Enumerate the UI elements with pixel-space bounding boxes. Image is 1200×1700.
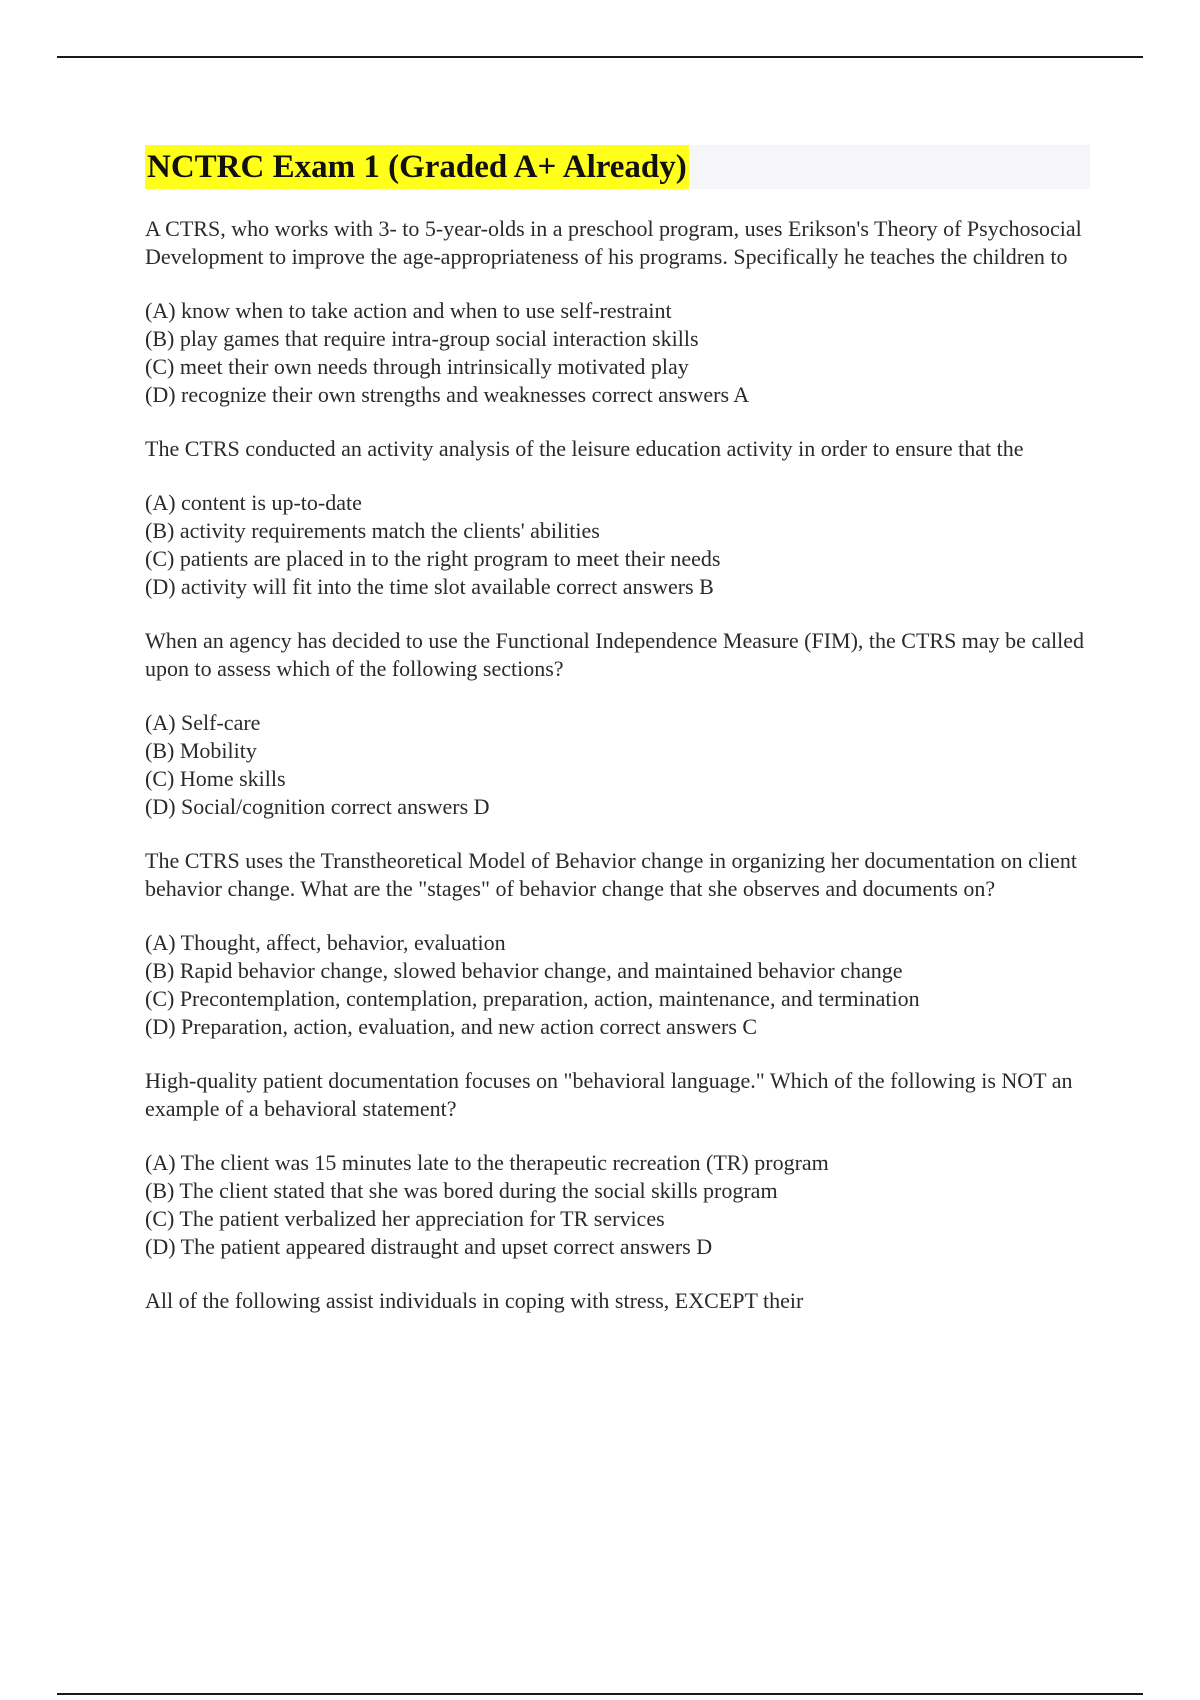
option-a: (A) know when to take action and when to use self-restraint	[145, 298, 672, 323]
answer-options	[145, 709, 1090, 821]
option-d: (D) activity will fit into the time slot available correct answers B	[145, 574, 714, 599]
document-body	[145, 145, 1090, 1315]
answer-options	[145, 1149, 1090, 1261]
question-text: The CTRS uses the Transtheoretical Model of Behavior change in organizing her documentation on client behavior change. What are the "stages" of behavior change that she observes and documents on?	[145, 848, 1077, 901]
question-6	[145, 1287, 1090, 1315]
option-c: (C) Precontemplation, contemplation, preparation, action, maintenance, and termination	[145, 986, 920, 1011]
question-3	[145, 627, 1090, 821]
answer-options	[145, 929, 1090, 1041]
question-4	[145, 847, 1090, 1041]
option-a: (A) content is up-to-date	[145, 490, 362, 515]
option-c: (C) The patient verbalized her appreciation for TR services	[145, 1206, 665, 1231]
answer-options	[145, 297, 1090, 409]
option-a: (A) Thought, affect, behavior, evaluation	[145, 930, 506, 955]
option-b: (B) Rapid behavior change, slowed behavior change, and maintained behavior change	[145, 958, 903, 983]
option-b: (B) activity requirements match the clients' abilities	[145, 518, 600, 543]
question-2	[145, 435, 1090, 601]
question-1	[145, 215, 1090, 409]
document-title: NCTRC Exam 1 (Graded A+ Already)	[145, 145, 689, 189]
option-b: (B) Mobility	[145, 738, 257, 763]
question-text: All of the following assist individuals in coping with stress, EXCEPT their	[145, 1288, 804, 1313]
option-d: (D) recognize their own strengths and weaknesses correct answers A	[145, 382, 750, 407]
top-rule	[57, 56, 1143, 58]
option-d: (D) The patient appeared distraught and upset correct answers D	[145, 1234, 713, 1259]
option-b: (B) play games that require intra-group social interaction skills	[145, 326, 699, 351]
option-a: (A) Self-care	[145, 710, 261, 735]
option-c: (C) meet their own needs through intrinsically motivated play	[145, 354, 689, 379]
question-text: When an agency has decided to use the Functional Independence Measure (FIM), the CTRS may be called upon to assess which of the following sections?	[145, 628, 1084, 681]
answer-options	[145, 489, 1090, 601]
bottom-rule	[57, 1693, 1143, 1695]
option-a: (A) The client was 15 minutes late to the therapeutic recreation (TR) program	[145, 1150, 829, 1175]
option-d: (D) Preparation, action, evaluation, and new action correct answers C	[145, 1014, 758, 1039]
option-d: (D) Social/cognition correct answers D	[145, 794, 490, 819]
question-text: High-quality patient documentation focuses on "behavioral language." Which of the following is NOT an example of a behavioral statement?	[145, 1068, 1073, 1121]
question-5	[145, 1067, 1090, 1261]
option-b: (B) The client stated that she was bored during the social skills program	[145, 1178, 778, 1203]
option-c: (C) Home skills	[145, 766, 286, 791]
option-c: (C) patients are placed in to the right program to meet their needs	[145, 546, 721, 571]
question-text: The CTRS conducted an activity analysis of the leisure education activity in order to ensure that the	[145, 436, 1024, 461]
question-text: A CTRS, who works with 3- to 5-year-olds in a preschool program, uses Erikson's Theory of Psychosocial Development to improve the age-appropriateness of his programs. Specifically he teaches the children to	[145, 216, 1082, 269]
title-band	[145, 145, 1090, 189]
